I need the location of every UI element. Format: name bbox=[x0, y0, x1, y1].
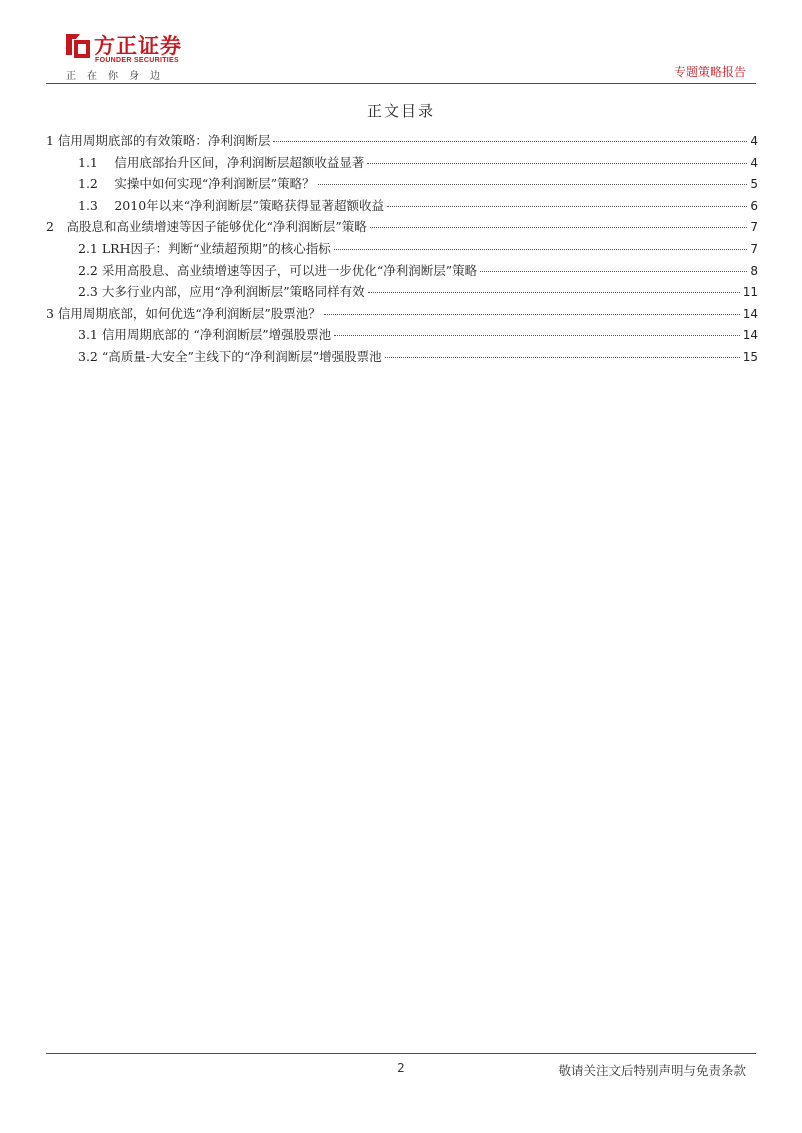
toc-entry[interactable] bbox=[46, 217, 758, 239]
toc-entry-page: 5 bbox=[750, 177, 758, 192]
toc-entry-page: 8 bbox=[750, 263, 758, 278]
toc-entry-page: 6 bbox=[750, 198, 758, 213]
dot-leader bbox=[273, 141, 747, 142]
toc-entry-title: 1.2 实操中如何实现“净利润断层”策略？ bbox=[78, 176, 315, 192]
dot-leader bbox=[367, 163, 747, 164]
toc-entry[interactable] bbox=[46, 261, 758, 283]
dot-leader bbox=[385, 357, 740, 358]
toc-entry[interactable] bbox=[46, 282, 758, 304]
toc-entry-title: 2.3 大多行业内部，应用“净利润断层”策略同样有效 bbox=[78, 284, 365, 300]
toc-entry[interactable] bbox=[46, 196, 758, 218]
dot-leader bbox=[324, 314, 740, 315]
logo-chinese-name: 方正证券 bbox=[94, 34, 182, 58]
dot-leader bbox=[370, 227, 748, 228]
footer-divider bbox=[46, 1053, 756, 1054]
toc-entry-title: 2.2 采用高股息、高业绩增速等因子，可以进一步优化“净利润断层”策略 bbox=[78, 262, 478, 278]
toc-entry-title: 2 高股息和高业绩增速等因子能够优化“净利润断层”策略 bbox=[46, 219, 367, 235]
toc-entry[interactable] bbox=[46, 239, 758, 261]
toc-entry-title: 3 信用周期底部，如何优选“净利润断层”股票池？ bbox=[46, 305, 321, 321]
dot-leader bbox=[480, 271, 747, 272]
toc-entry-title: 2.1 LRH因子：判断“业绩超预期”的核心指标 bbox=[78, 240, 331, 256]
toc-entry-page: 11 bbox=[742, 285, 758, 300]
toc-title: 正文目录 bbox=[366, 102, 435, 120]
toc-entry[interactable] bbox=[46, 174, 758, 196]
toc-entry-title: 1.3 2010年以来“净利润断层”策略获得显著超额收益 bbox=[78, 197, 384, 213]
dot-leader bbox=[334, 335, 740, 336]
toc-entry-page: 7 bbox=[750, 241, 758, 256]
dot-leader bbox=[387, 206, 747, 207]
dot-leader bbox=[334, 249, 748, 250]
toc-entry-title: 3.2 “高质量-大安全”主线下的“净利润断层”增强股票池 bbox=[78, 348, 382, 364]
logo-english-name: FOUNDER SECURITIES bbox=[95, 57, 179, 64]
toc-entry-page: 15 bbox=[742, 349, 758, 364]
report-type-label: 专题策略报告 bbox=[673, 65, 746, 79]
page-number: 2 bbox=[397, 1061, 405, 1075]
toc-entry[interactable] bbox=[46, 347, 758, 369]
toc-entry[interactable] bbox=[46, 325, 758, 347]
header-divider bbox=[46, 83, 756, 84]
toc-entry-title: 3.1 信用周期底部的 “净利润断层”增强股票池 bbox=[78, 327, 332, 343]
toc-entry-page: 7 bbox=[750, 220, 758, 235]
toc-entry-page: 14 bbox=[742, 328, 758, 343]
toc-entry-title: 1 信用周期底部的有效策略：净利润断层 bbox=[46, 133, 271, 148]
dot-leader bbox=[368, 292, 740, 293]
disclaimer-notice: 敬请关注文后特别声明与免责条款 bbox=[558, 1063, 746, 1078]
company-slogan: 正在你身边 bbox=[66, 71, 171, 82]
toc-entry-title: 1.1 信用底部抬升区间，净利润断层超额收益显著 bbox=[78, 154, 365, 170]
toc-entry-page: 4 bbox=[750, 155, 758, 170]
toc-entry[interactable] bbox=[46, 304, 758, 326]
toc-entry-page: 14 bbox=[742, 306, 758, 321]
dot-leader bbox=[318, 184, 748, 185]
toc-entry[interactable] bbox=[46, 153, 758, 175]
founder-logo-icon bbox=[64, 30, 90, 60]
toc-entry-page: 4 bbox=[750, 134, 758, 148]
table-of-contents bbox=[46, 131, 758, 369]
toc-entry[interactable] bbox=[46, 131, 758, 153]
